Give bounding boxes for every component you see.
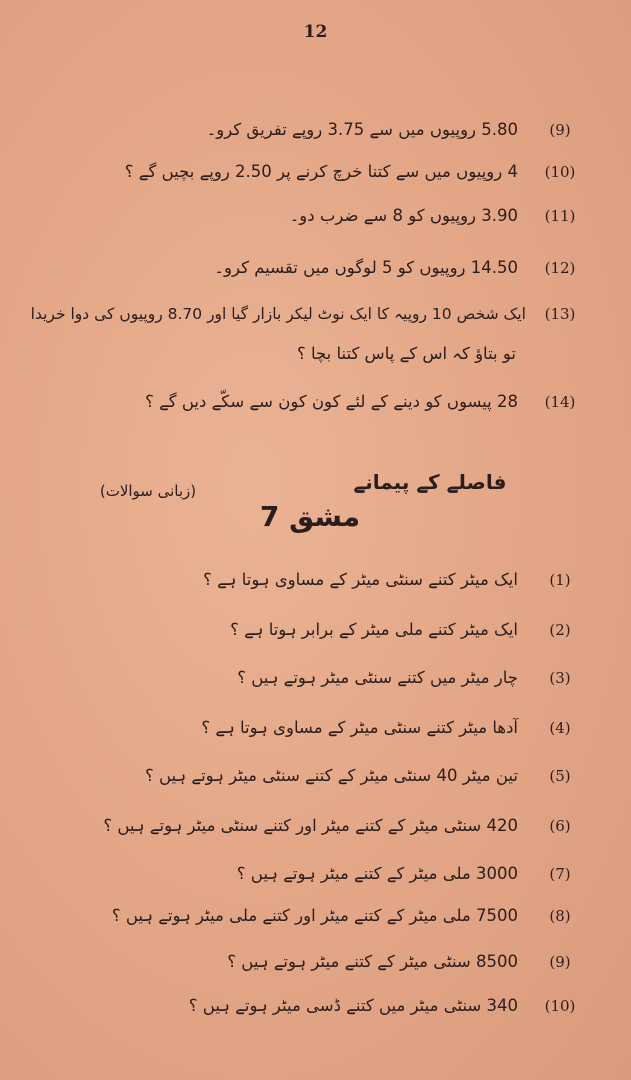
question-number: (13) (544, 305, 576, 323)
question-text: 5.80 روپیوں میں سے 3.75 روپے تفریق کرو۔ (206, 120, 518, 139)
question-13 (30, 302, 580, 326)
question-text: ایک میٹر کتنے ملی میٹر کے برابر ہوتا ہے ؟ (230, 620, 518, 639)
question-text: آدھا میٹر کتنے سنٹی میٹر کے مساوی ہوتا ہے ؟ (201, 718, 518, 737)
section-title: فاصلے کے پیمانے (353, 470, 507, 494)
question-14 (60, 390, 580, 414)
question-11 (60, 204, 580, 228)
exercise-question-1 (60, 568, 580, 592)
question-number: (10) (544, 163, 576, 181)
question-number: (8) (549, 907, 571, 925)
question-number: (10) (544, 997, 576, 1015)
question-text: 7500 ملی میٹر کے کتنے میٹر اور کتنے ملی میٹر ہوتے ہیں ؟ (111, 906, 518, 925)
question-text: تین میٹر 40 سنٹی میٹر کے کتنے سنٹی میٹر ہوتے ہیں ؟ (144, 766, 518, 785)
exercise-title: مشق 7 (259, 500, 361, 533)
question-number: (14) (544, 393, 576, 411)
exercise-question-6 (60, 814, 580, 838)
exercise-question-2 (60, 618, 580, 642)
question-text: ایک میٹر کتنے سنٹی میٹر کے مساوی ہوتا ہے ؟ (203, 570, 518, 589)
question-10 (60, 160, 580, 184)
question-number: (9) (549, 953, 571, 971)
exercise-question-9 (60, 950, 580, 974)
question-number: (12) (544, 259, 576, 277)
question-number: (11) (544, 207, 576, 225)
question-text: 340 سنٹی میٹر میں کتنے ڈسی میٹر ہوتے ہیں ؟ (188, 996, 518, 1015)
exercise-question-10 (60, 994, 580, 1018)
question-number: (9) (549, 121, 571, 139)
question-number: (3) (549, 669, 571, 687)
question-text: چار میٹر میں کتنے سنٹی میٹر ہوتے ہیں ؟ (237, 668, 518, 687)
question-number: (5) (549, 767, 571, 785)
question-number: (6) (549, 817, 571, 835)
question-9 (60, 118, 580, 142)
question-number: (2) (549, 621, 571, 639)
question-text: 420 سنٹی میٹر کے کتنے میٹر اور کتنے سنٹی میٹر ہوتے ہیں ؟ (103, 816, 518, 835)
question-number: (1) (549, 571, 571, 589)
section-subtitle: (زبانی سوالات) (99, 482, 197, 500)
question-text: 4 روپیوں میں سے کتنا خرچ کرنے پر 2.50 روپے بچیں گے ؟ (124, 162, 518, 181)
question-text: ایک شخص 10 روپیہ کا ایک نوٹ لیکر بازار گیا اور 8.70 روپیوں کی دوا خریدا (30, 305, 526, 323)
question-text: 3.90 روپیوں کو 8 سے ضرب دو۔ (289, 206, 518, 225)
page-number: 12 (303, 22, 328, 42)
question-text: 3000 ملی میٹر کے کتنے میٹر ہوتے ہیں ؟ (236, 864, 518, 883)
question-13-continuation: تو بتاؤ کہ اس کے پاس کتنا بچا ؟ (296, 344, 516, 363)
exercise-question-3 (60, 666, 580, 690)
exercise-question-7 (60, 862, 580, 886)
question-number: (4) (549, 719, 571, 737)
question-12 (60, 256, 580, 280)
question-text: 14.50 روپیوں کو 5 لوگوں میں تقسیم کرو۔ (214, 258, 518, 277)
question-text: 8500 سنٹی میٹر کے کتنے میٹر ہوتے ہیں ؟ (227, 952, 518, 971)
question-text: 28 پیسوں کو دینے کے لئے کون کون سے سکّے دیں گے ؟ (145, 392, 518, 411)
question-number: (7) (549, 865, 571, 883)
exercise-question-8 (60, 904, 580, 928)
exercise-question-5 (60, 764, 580, 788)
exercise-question-4 (60, 716, 580, 740)
